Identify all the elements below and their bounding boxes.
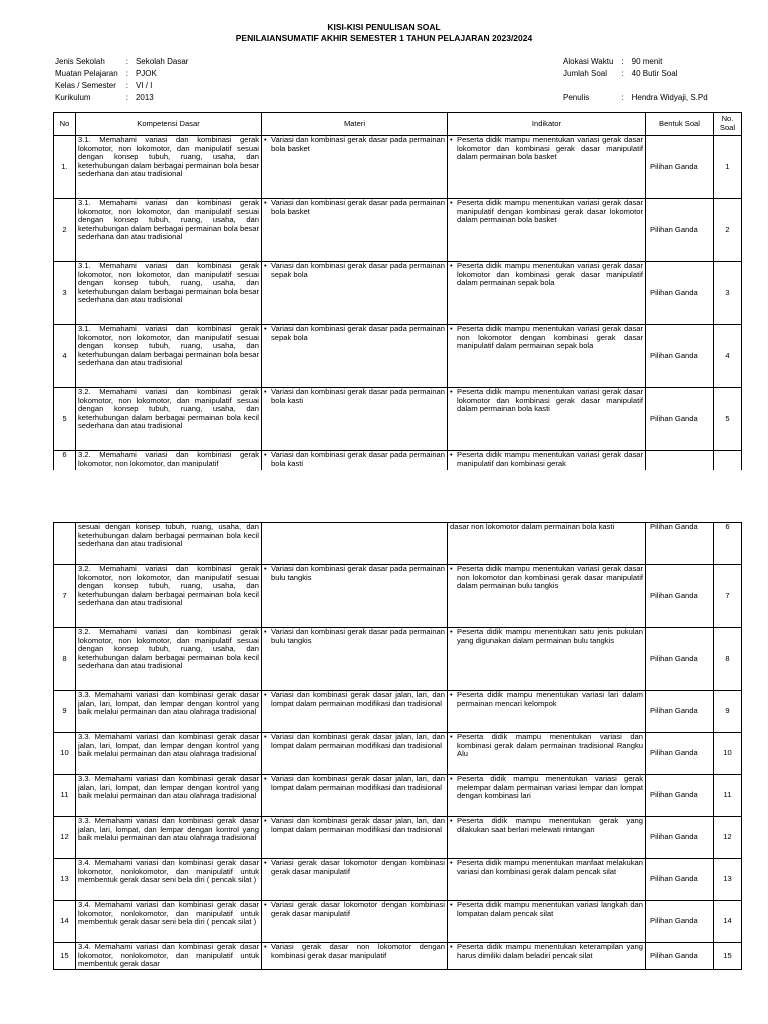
cell-bentuk-soal: Pilihan Ganda [646, 775, 714, 817]
bullet-icon: • [450, 387, 453, 396]
info-separator [613, 80, 631, 92]
cell-materi-text: Variasi dan kombinasi gerak dasar pada permainan sepak bola [271, 324, 445, 342]
cell-kompetensi-dasar: 3.1. Memahami variasi dan kombinasi gerak lokomotor, non lokomotor, dan manipulatif sesuai dengan konsep tubuh, ruang, usaha, dan keterhubungan dalam berbagai permainan bola besar sederhana dan atau tradisional [76, 325, 262, 388]
right-info-row [563, 80, 708, 92]
cell-indikator-text: Peserta didik mampu menentukan variasi gerak dasar lokomotor dan kombinasi gerak dasar manipulatif dalam permainan bola basket [457, 135, 643, 162]
table-row [54, 775, 742, 817]
bullet-icon: • [450, 690, 453, 699]
cell-materi [262, 859, 448, 901]
header-no-soal [714, 113, 742, 136]
bullet-icon: • [264, 627, 267, 636]
cell-kompetensi-dasar: 3.2. Memahami variasi dan kombinasi gerak lokomotor, non lokomotor, dan manipulatif [76, 451, 262, 471]
cell-materi [262, 691, 448, 733]
bullet-icon: • [450, 564, 453, 573]
cell-materi-text: Variasi dan kombinasi gerak dasar pada permainan bola basket [271, 198, 445, 216]
cell-bentuk-soal: Pilihan Ganda [646, 388, 714, 451]
bullet-icon: • [450, 942, 453, 951]
cell-kompetensi-dasar: 3.1. Memahami variasi dan kombinasi gerak lokomotor, non lokomotor, dan manipulatif sesuai dengan konsep tubuh, ruang, usaha, dan keterhubungan dalam berbagai permainan bola besar sederhana dan atau tradisional [76, 136, 262, 199]
header-no: No [54, 113, 76, 136]
table-row [54, 523, 742, 565]
cell-no: 12 [54, 817, 76, 859]
cell-materi-text: Variasi gerak dasar non lokomotor dengan kombinasi gerak dasar manipulatif [271, 942, 445, 960]
cell-no: 1. [54, 136, 76, 199]
bullet-icon: • [264, 387, 267, 396]
table-row [54, 817, 742, 859]
cell-indikator [448, 691, 646, 733]
cell-bentuk-soal: Pilihan Ganda [646, 628, 714, 691]
cell-materi [262, 817, 448, 859]
info-right [563, 56, 708, 104]
table-row [54, 859, 742, 901]
header-no-soal-line2: Soal [719, 123, 736, 132]
cell-no: 4 [54, 325, 76, 388]
bullet-icon: • [264, 858, 267, 867]
info-separator: : [621, 69, 624, 78]
left-info-row [55, 68, 188, 80]
cell-kompetensi-dasar: 3.3. Memahami variasi dan kombinasi gerak dasar jalan, lari, lompat, dan lempar dengan kontrol yang baik melalui permainan dan atau olahraga tradisional [76, 817, 262, 859]
cell-indikator [448, 943, 646, 970]
info-separator: : [621, 93, 624, 102]
cell-bentuk-soal: Pilihan Ganda [646, 817, 714, 859]
cell-indikator [448, 262, 646, 325]
info-value: 40 Butir Soal [631, 69, 678, 78]
info-value: VI / I [135, 81, 153, 90]
cell-no-soal [714, 451, 742, 471]
cell-indikator [448, 199, 646, 262]
cell-indikator-text: Peserta didik mampu menentukan variasi langkah dan lompatan dalam pencak silat [457, 900, 643, 918]
bullet-icon: • [450, 816, 453, 825]
header-kompetensi-dasar: Kompetensi Dasar [76, 113, 262, 136]
cell-indikator-content [450, 451, 643, 468]
bullet-icon: • [450, 900, 453, 909]
cell-kompetensi-dasar: 3.1. Memahami variasi dan kombinasi gerak lokomotor, non lokomotor, dan manipulatif sesuai dengan konsep tubuh, ruang, usaha, dan keterhubungan dalam berbagai permainan bola besar sederhana dan atau tradisional [76, 199, 262, 262]
kisi-kisi-table-continued [53, 522, 742, 970]
cell-indikator-text: Peserta didik mampu menentukan manfaat melakukan variasi dan kombinasi gerak dalam pencak silat [457, 858, 643, 876]
bullet-icon: • [450, 858, 453, 867]
bullet-icon: • [264, 732, 267, 741]
right-info-row [563, 56, 708, 68]
info-separator: : [125, 93, 128, 102]
cell-kompetensi-dasar: 3.4. Memahami variasi dan kombinasi gerak dasar lokomotor, nonlokomotor, dan manipulatif untuk membentuk gerak dasar seni bela diri ( pencak silat ) [76, 859, 262, 901]
bullet-icon: • [264, 261, 267, 270]
cell-no: 8 [54, 628, 76, 691]
table-row [54, 628, 742, 691]
info-separator: : [125, 69, 128, 78]
cell-indikator-content [450, 691, 643, 708]
header-bentuk-soal: Bentuk Soal [646, 113, 714, 136]
cell-bentuk-soal: Pilihan Ganda [646, 325, 714, 388]
right-info-row [563, 68, 708, 80]
cell-kompetensi-dasar: 3.2. Memahami variasi dan kombinasi gerak lokomotor, non lokomotor, dan manipulatif sesuai dengan konsep tubuh, ruang, usaha, dan keterhubungan dalam berbagai permainan bola kecil sederhana dan atau tradisional [76, 565, 262, 628]
info-label: Kelas / Semester [55, 81, 116, 90]
cell-indikator-text: Peserta didik mampu menentukan variasi gerak dasar non lokomotor dengan kombinasi gerak dasar manipulatif dalam permainan sepak bola [457, 324, 643, 351]
cell-kompetensi-dasar: 3.3. Memahami variasi dan kombinasi gerak dasar jalan, lari, lompat, dan lempar dengan kontrol yang baik melalui permainan dan atau olahraga tradisional [76, 733, 262, 775]
cell-no: 6 [54, 451, 76, 471]
cell-indikator-content [450, 136, 643, 162]
cell-no-soal: 5 [714, 388, 742, 451]
cell-materi-content [264, 388, 445, 405]
cell-bentuk-soal: Pilihan Ganda [646, 262, 714, 325]
cell-no: 3 [54, 262, 76, 325]
cell-materi-content [264, 565, 445, 582]
bullet-icon: • [450, 198, 453, 207]
bullet-icon: • [450, 774, 453, 783]
cell-indikator [448, 628, 646, 691]
cell-materi [262, 451, 448, 471]
info-left [55, 56, 188, 104]
info-value: PJOK [135, 69, 157, 78]
bullet-icon: • [264, 816, 267, 825]
info-label: Jumlah Soal [563, 69, 608, 78]
kisi-kisi-table [53, 112, 742, 471]
cell-materi [262, 262, 448, 325]
cell-materi-text: Variasi dan kombinasi gerak dasar pada permainan bola kasti [271, 450, 445, 468]
info-value: Hendra Widyaji, S.Pd [631, 93, 708, 102]
table-row [54, 565, 742, 628]
cell-indikator-content [450, 817, 643, 834]
cell-materi [262, 523, 448, 565]
cell-no-soal: 2 [714, 199, 742, 262]
cell-bentuk-soal: Pilihan Ganda [646, 199, 714, 262]
cell-bentuk-soal: Pilihan Ganda [646, 943, 714, 970]
cell-materi-content [264, 325, 445, 342]
cell-indikator [448, 565, 646, 628]
bullet-icon: • [450, 732, 453, 741]
info-value [632, 80, 708, 92]
cell-no-soal: 1 [714, 136, 742, 199]
cell-bentuk-soal: Pilihan Ganda [646, 901, 714, 943]
cell-materi-text: Variasi dan kombinasi gerak dasar jalan, lari, dan lompat dalam permainan modifikasi dan tradisional [271, 690, 445, 708]
cell-kompetensi-dasar: 3.1. Memahami variasi dan kombinasi gerak lokomotor, non lokomotor, dan manipulatif sesuai dengan konsep tubuh, ruang, usaha, dan keterhubungan dalam berbagai permainan bola besar sederhana dan atau tradisional [76, 262, 262, 325]
info-separator: : [125, 81, 128, 90]
bullet-icon: • [264, 324, 267, 333]
info-label [563, 80, 613, 92]
cell-materi-content [264, 628, 445, 645]
cell-kompetensi-dasar: 3.3. Memahami variasi dan kombinasi gerak dasar jalan, lari, lompat, dan lempar dengan kontrol yang baik melalui permainan dan atau olahraga tradisional [76, 691, 262, 733]
cell-materi-text: Variasi dan kombinasi gerak dasar pada permainan sepak bola [271, 261, 445, 279]
bullet-icon: • [264, 942, 267, 951]
cell-indikator-content [450, 262, 643, 288]
cell-no-soal: 10 [714, 733, 742, 775]
cell-bentuk-soal [646, 451, 714, 471]
cell-no-soal: 4 [714, 325, 742, 388]
bullet-icon: • [450, 450, 453, 459]
info-label: Alokasi Waktu [563, 57, 614, 66]
cell-indikator-content [450, 388, 643, 414]
bullet-icon: • [450, 135, 453, 144]
cell-materi-text: Variasi dan kombinasi gerak dasar pada permainan bola kasti [271, 387, 445, 405]
table-row [54, 943, 742, 970]
info-value: 90 menit [631, 57, 663, 66]
table-row [54, 325, 742, 388]
cell-bentuk-soal: Pilihan Ganda [646, 136, 714, 199]
cell-indikator-text: Peserta didik mampu menentukan variasi gerak dasar lokomotor dan kombinasi gerak dasar manipulatif dalam permainan bola kasti [457, 387, 643, 414]
cell-no: 11 [54, 775, 76, 817]
cell-no-soal: 15 [714, 943, 742, 970]
info-value: 2013 [135, 93, 154, 102]
cell-no-soal: 7 [714, 565, 742, 628]
page-gap [0, 470, 768, 500]
cell-no: 5 [54, 388, 76, 451]
table-row [54, 136, 742, 199]
cell-indikator-text: Peserta didik mampu menentukan variasi gerak dasar lokomotor dan kombinasi gerak dasar manipulatif dalam permainan sepak bola [457, 261, 643, 288]
document-page-2 [0, 500, 768, 1024]
cell-materi [262, 733, 448, 775]
left-info-row [55, 80, 188, 92]
cell-materi-content [264, 262, 445, 279]
cell-indikator-text: Peserta didik mampu menentukan variasi lari dalam permainan mencari kelompok [457, 690, 643, 708]
right-info-row [563, 92, 708, 104]
bullet-icon: • [450, 261, 453, 270]
cell-materi-content [264, 199, 445, 216]
bullet-icon: • [264, 900, 267, 909]
cell-no: 10 [54, 733, 76, 775]
cell-materi-content [264, 901, 445, 918]
cell-no-soal: 6 [714, 523, 742, 565]
cell-materi [262, 325, 448, 388]
bullet-icon: • [264, 198, 267, 207]
table-row [54, 262, 742, 325]
cell-indikator-content [450, 859, 643, 876]
cell-kompetensi-dasar: 3.2. Memahami variasi dan kombinasi gerak lokomotor, non lokomotor, dan manipulatif sesuai dengan konsep tubuh, ruang, usaha, dan keterhubungan dalam berbagai permainan bola kecil sederhana dan atau tradisional [76, 628, 262, 691]
info-label: Penulis [563, 93, 590, 102]
bullet-icon: • [450, 324, 453, 333]
cell-indikator-content [450, 901, 643, 918]
bullet-icon: • [450, 627, 453, 636]
cell-materi-content [264, 451, 445, 468]
cell-materi-content [264, 943, 445, 960]
cell-no-soal: 14 [714, 901, 742, 943]
info-value: Sekolah Dasar [135, 57, 189, 66]
cell-indikator-content [450, 943, 643, 960]
cell-indikator [448, 451, 646, 471]
cell-indikator [448, 775, 646, 817]
cell-no: 9 [54, 691, 76, 733]
cell-no: 7 [54, 565, 76, 628]
bullet-icon: • [264, 690, 267, 699]
info-separator: : [621, 57, 624, 66]
cell-materi-content [264, 733, 445, 750]
info-label: Jenis Sekolah [55, 57, 105, 66]
cell-no [54, 523, 76, 565]
cell-kompetensi-dasar: 3.3. Memahami variasi dan kombinasi gerak dasar jalan, lari, lompat, dan lempar dengan kontrol yang baik melalui permainan dan atau olahraga tradisional [76, 775, 262, 817]
cell-indikator-content [450, 325, 643, 351]
cell-materi [262, 775, 448, 817]
cell-indikator [448, 325, 646, 388]
cell-kompetensi-dasar: 3.4. Memahami variasi dan kombinasi gerak dasar lokomotor, nonlokomotor, dan manipulatif untuk membentuk gerak dasar [76, 943, 262, 970]
bullet-icon: • [264, 135, 267, 144]
cell-bentuk-soal: Pilihan Ganda [646, 859, 714, 901]
cell-no: 13 [54, 859, 76, 901]
cell-indikator-content [450, 199, 643, 225]
bullet-icon: • [264, 450, 267, 459]
cell-indikator: dasar non lokomotor dalam permainan bola kasti [448, 523, 646, 565]
cell-kompetensi-dasar: 3.2. Memahami variasi dan kombinasi gerak lokomotor, non lokomotor, dan manipulatif sesuai dengan konsep tubuh, ruang, usaha, dan keterhubungan dalam berbagai permainan bola kecil sederhana dan atau tradisional [76, 388, 262, 451]
document-title: KISI-KISI PENULISAN SOAL [327, 22, 441, 32]
cell-materi [262, 628, 448, 691]
cell-materi-text: Variasi dan kombinasi gerak dasar pada permainan bola basket [271, 135, 445, 153]
cell-materi-text: Variasi dan kombinasi gerak dasar jalan, lari, dan lompat dalam permainan modifikasi dan tradisional [271, 816, 445, 834]
cell-materi-content [264, 817, 445, 834]
table-row [54, 388, 742, 451]
cell-indikator [448, 901, 646, 943]
document-subtitle: PENILAIANSUMATIF AKHIR SEMESTER 1 TAHUN PELAJARAN 2023/2024 [235, 33, 533, 43]
cell-materi [262, 943, 448, 970]
cell-indikator [448, 859, 646, 901]
cell-indikator-text: Peserta didik mampu menentukan variasi gerak dasar manipulatif dengan kombinasi gerak dasar lokomotor dalam permainan bola basket [457, 198, 643, 225]
cell-indikator-text: Peserta didik mampu menentukan gerak yang dilakukan saat berlari melewati rintangan [457, 816, 643, 834]
bullet-icon: • [264, 564, 267, 573]
table-row [54, 733, 742, 775]
cell-materi-text: Variasi dan kombinasi gerak dasar jalan, lari, dan lompat dalam permainan modifikasi dan tradisional [271, 732, 445, 750]
cell-no: 15 [54, 943, 76, 970]
cell-indikator-text: Peserta didik mampu menentukan variasi gerak melempar dalam permainan variasi lempar dan lompat dengan kombinasi lari [457, 774, 643, 801]
cell-indikator-content [450, 628, 643, 645]
info-label: Kurikulum [55, 93, 91, 102]
cell-no: 2 [54, 199, 76, 262]
cell-indikator-text: Peserta didik mampu menentukan keterampilan yang harus dimiliki dalam beladiri pencak silat [457, 942, 643, 960]
cell-no-soal: 3 [714, 262, 742, 325]
cell-no-soal: 9 [714, 691, 742, 733]
cell-materi-content [264, 859, 445, 876]
cell-materi-content [264, 136, 445, 153]
cell-bentuk-soal: Pilihan Ganda [646, 565, 714, 628]
cell-no-soal: 8 [714, 628, 742, 691]
cell-indikator [448, 817, 646, 859]
info-label: Muatan Pelajaran [55, 69, 118, 78]
cell-indikator-text: Peserta didik mampu menentukan variasi dan kombinasi gerak dalam permainan tradisional Rangku Alu [457, 732, 643, 759]
table-row [54, 199, 742, 262]
header-no-soal-line1: No. [721, 114, 734, 124]
cell-indikator [448, 733, 646, 775]
cell-indikator [448, 388, 646, 451]
cell-no-soal: 13 [714, 859, 742, 901]
cell-materi-content [264, 691, 445, 708]
cell-materi-text: Variasi dan kombinasi gerak dasar pada permainan bulu tangkis [271, 564, 445, 582]
cell-kompetensi-dasar: 3.4. Memahami variasi dan kombinasi gerak dasar lokomotor, nonlokomotor, dan manipulatif untuk membentuk gerak dasar seni bela diri ( pencak silat ) [76, 901, 262, 943]
cell-materi-text: Variasi dan kombinasi gerak dasar pada permainan bulu tangkis [271, 627, 445, 645]
table-row [54, 451, 742, 471]
cell-no-soal: 12 [714, 817, 742, 859]
cell-indikator-text: Peserta didik mampu menentukan variasi gerak dasar non lokomotor dan kombinasi gerak dasar manipulatif dalam permainan bulu tangkis [457, 564, 643, 591]
cell-materi-text: Variasi dan kombinasi gerak dasar jalan, lari, dan lompat dalam permainan modifikasi dan tradisional [271, 774, 445, 792]
table-row [54, 901, 742, 943]
cell-materi [262, 199, 448, 262]
left-info-row [55, 92, 188, 104]
table-row [54, 691, 742, 733]
table-header-row [54, 113, 742, 136]
cell-materi [262, 901, 448, 943]
info-separator: : [125, 57, 128, 66]
cell-materi-text: Variasi gerak dasar lokomotor dengan kombinasi gerak dasar manipulatif [271, 858, 445, 876]
cell-kompetensi-dasar: sesuai dengan konsep tubuh, ruang, usaha, dan keterhubungan dalam berbagai permainan bola kecil sederhana dan atau tradisional [76, 523, 262, 565]
cell-indikator-text: Peserta didik mampu menentukan variasi gerak dasar manipulatif dan kombinasi gerak [457, 450, 643, 468]
cell-no-soal: 11 [714, 775, 742, 817]
cell-bentuk-soal: Pilihan Ganda [646, 691, 714, 733]
bullet-icon: • [264, 774, 267, 783]
left-info-row [55, 56, 188, 68]
cell-indikator-content [450, 775, 643, 801]
cell-materi [262, 565, 448, 628]
cell-materi [262, 388, 448, 451]
cell-indikator-content [450, 733, 643, 759]
cell-materi [262, 136, 448, 199]
cell-no: 14 [54, 901, 76, 943]
header-materi: Materi [262, 113, 448, 136]
cell-bentuk-soal: Pilihan Ganda [646, 523, 714, 565]
cell-indikator-content [450, 565, 643, 591]
cell-materi-content [264, 775, 445, 792]
header-indikator: Indikator [448, 113, 646, 136]
document-page-1 [0, 0, 768, 470]
cell-bentuk-soal: Pilihan Ganda [646, 733, 714, 775]
cell-indikator [448, 136, 646, 199]
cell-materi-text: Variasi gerak dasar lokomotor dengan kombinasi gerak dasar manipulatif [271, 900, 445, 918]
cell-indikator-text: Peserta didik mampu menentukan satu jenis pukulan yang digunakan dalam permainan bulu tangkis [457, 627, 643, 645]
